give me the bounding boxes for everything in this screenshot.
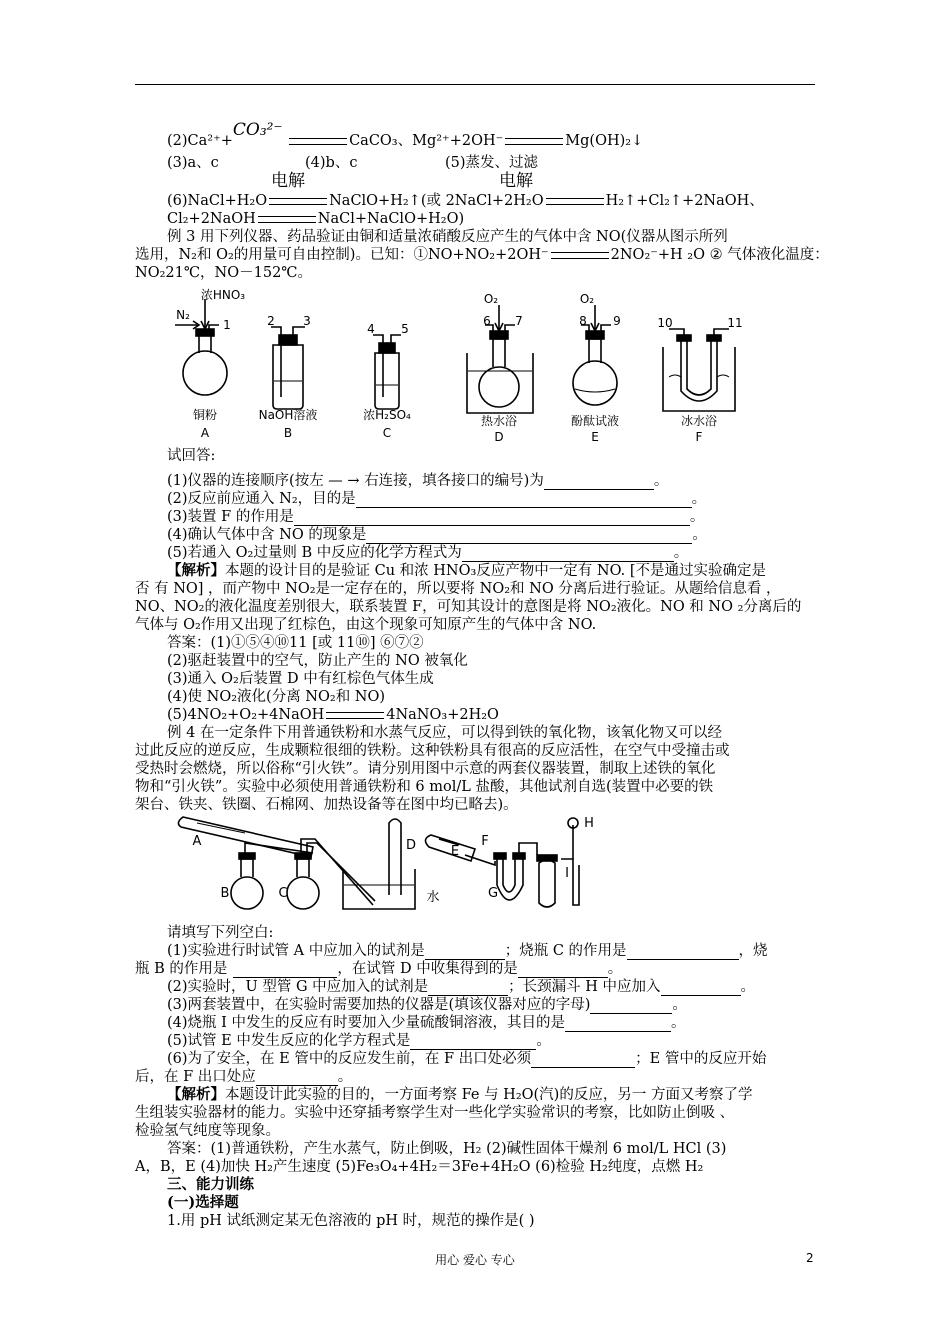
question-line: (2)实验时，U 型管 G 中应加入的试剂是 ；长颈漏斗 H 中应加入 。: [167, 979, 756, 995]
svg-text:E: E: [450, 844, 460, 859]
analysis-line: 否 有 NO] ，而产物中 NO₂是一定存在的，所以要将 NO₂和 NO 分离后进行验证。从题给信息看 ，: [135, 581, 781, 597]
label-o2: O₂: [483, 292, 499, 306]
answer-blank[interactable]: [565, 1016, 671, 1032]
section-heading: 三、能力训练: [167, 1176, 254, 1193]
svg-text:H: H: [584, 816, 594, 831]
svg-text:C: C: [382, 426, 392, 440]
equals-sign: [551, 252, 609, 259]
svg-text:NaOH溶液: NaOH溶液: [258, 408, 318, 422]
answer-blank[interactable]: [428, 980, 508, 996]
question-line: (4)烧瓶 I 中发生的反应有时要加入少量硫酸铜溶液，其目的是 。: [167, 1015, 686, 1031]
svg-text:浓H₂SO₄: 浓H₂SO₄: [363, 408, 411, 422]
analysis-line: 气体与 O₂作用又出现了红棕色，由这个现象可知原产生的气体中含 NO.: [135, 617, 597, 633]
svg-text:3: 3: [303, 314, 311, 328]
svg-text:热水浴: 热水浴: [480, 414, 518, 428]
question-line: 瓶 B 的作用是 ，在试管 D 中收集得到的是 。: [135, 961, 623, 977]
svg-text:5: 5: [401, 322, 409, 336]
question-line: (5)若通入 O₂过量则 B 中反应的化学方程式为 。: [167, 545, 689, 561]
header-rule: [135, 84, 815, 85]
answer-line: (4)使 NO₂液化(分离 NO₂和 NO): [167, 689, 386, 705]
text-line: 受热时会燃烧，所以俗称“引火铁”。请分别用图中示意的两套仪器装置，制取上述铁的氧化: [135, 761, 716, 777]
svg-text:D: D: [494, 430, 504, 444]
equals-sign: [269, 198, 327, 205]
svg-text:水: 水: [426, 890, 440, 905]
label-n2: N₂: [176, 308, 190, 322]
answer-blank[interactable]: [256, 1070, 338, 1086]
answer-line: 答案：(1)①⑤④⑩11 [或 11⑩] ⑥⑦②: [167, 635, 424, 651]
label-o2: O₂: [579, 292, 595, 306]
answer-blank[interactable]: [531, 1052, 635, 1068]
answer-line: (3)通入 O₂后装置 D 中有红棕色气体生成: [167, 671, 434, 687]
apparatus-figure-1: [175, 285, 775, 445]
svg-text:1: 1: [223, 318, 231, 332]
svg-text:11: 11: [727, 316, 743, 330]
analysis-line: 【解析】本题的设计目的是验证 Cu 和浓 HNO₃反应产物中一定有 NO. [不是通过实验确定是: [167, 562, 767, 579]
svg-text:E: E: [591, 430, 599, 444]
answer-blank[interactable]: [627, 944, 739, 960]
analysis-line: NO、NO₂的液化温度差别很大，联系装置 F，可知其设计的意图是将 NO₂液化。NO 和 NO ₂分离后的: [135, 599, 802, 615]
question-line: (3)两套装置中，在实验时需要加热的仪器是(填该仪器对应的字母) 。: [167, 997, 687, 1013]
text-line: (3)a、c (4)b、c (5)蒸发、过滤: [167, 155, 539, 171]
question-line: (4)确认气体中含 NO 的现象是 。: [167, 527, 707, 543]
question-line: (1)实验进行时试管 A 中应加入的试剂是 ；烧瓶 C 的作用是 ，烧: [167, 943, 768, 959]
page-footer: 用心 爱心 专心: [435, 1253, 515, 1267]
answer-blank[interactable]: [410, 1034, 536, 1050]
text-line: 例 4 在一定条件下用普通铁粉和水蒸气反应，可以得到铁的氧化物，该氧化物又可以经: [167, 725, 722, 741]
question-line: (6)为了安全，在 E 管中的反应发生前，在 F 出口处必须 ；E 管中的反应开始: [167, 1051, 767, 1067]
answer-blank[interactable]: [366, 528, 692, 544]
answer-blank[interactable]: [544, 474, 654, 490]
answer-line: A，B，E (4)加快 H₂产生速度 (5)Fe₃O₄+4H₂＝3Fe+4H₂O (6)检验 H₂纯度，点燃 H₂: [135, 1159, 704, 1175]
svg-text:B: B: [220, 886, 230, 901]
text-line: Cl₂+2NaOH NaCl+NaClO+H₂O): [167, 211, 465, 227]
answer-blank[interactable]: [294, 510, 690, 526]
text-line: 物和“引火铁”。实验中必须使用普通铁粉和 6 mol/L 盐酸，其他试剂自选(装置中必要的铁: [135, 779, 714, 795]
answer-blank[interactable]: [590, 998, 672, 1014]
svg-text:A: A: [192, 834, 202, 849]
answer-blank[interactable]: [425, 944, 505, 960]
question-line: 1.用 pH 试纸测定某无色溶液的 pH 时，规范的操作是( ): [167, 1213, 535, 1229]
question-line: (3)装置 F 的作用是 。: [167, 509, 705, 525]
text-line: NO₂21℃，NO－152℃。: [135, 265, 313, 281]
answer-blank[interactable]: [356, 492, 692, 508]
text-line: 选用，N₂和 O₂的用量可自由控制)。已知：①NO+NO₂+2OH⁻ 2NO₂⁻+H ₂O ② 气体液化温度：: [135, 247, 829, 263]
question-line: (1)仪器的连接顺序(按左 — → 右连接，填各接口的编号)为 。: [167, 473, 669, 489]
svg-text:铜粉: 铜粉: [192, 408, 218, 422]
svg-text:9: 9: [613, 314, 621, 328]
text-line: 例 3 用下列仪器、药品验证由铜和适量浓硝酸反应产生的气体中含 NO(仪器从图示所列: [167, 229, 728, 245]
question-line: (2)反应前应通入 N₂，目的是 。: [167, 491, 707, 507]
text-line: 请填写下列空白:: [167, 925, 274, 941]
answer-line: (5)4NO₂+O₂+4NaOH 4NaNO₃+2H₂O: [167, 707, 499, 723]
equals-sign: [289, 138, 347, 145]
svg-text:F: F: [481, 834, 489, 849]
answer-line: (2)驱赶装置中的空气，防止产生的 NO 被氧化: [167, 653, 468, 669]
svg-text:I: I: [565, 866, 569, 881]
answer-line: 答案：(1)普通铁粉，产生水蒸气，防止倒吸，H₂ (2)碱性固体干燥剂 6 mol/L HCl (3): [167, 1141, 727, 1157]
svg-text:D: D: [405, 838, 417, 853]
subsection-heading: (一)选择题: [167, 1194, 239, 1211]
svg-text:B: B: [283, 426, 293, 440]
svg-text:G: G: [487, 886, 499, 901]
question-line: 后，在 F 出口处应 。: [135, 1069, 353, 1085]
svg-text:10: 10: [657, 316, 673, 330]
text-line: 试回答:: [167, 448, 216, 464]
label-hno3: 浓HNO₃: [200, 288, 246, 302]
equals-sign: [326, 712, 384, 719]
svg-text:酚酞试液: 酚酞试液: [570, 414, 620, 428]
svg-text:7: 7: [515, 314, 523, 328]
equals-sign: [546, 198, 604, 205]
svg-text:4: 4: [367, 322, 375, 336]
svg-text:A: A: [200, 426, 210, 440]
equals-sign: [505, 138, 563, 145]
svg-text:冰水浴: 冰水浴: [680, 414, 718, 428]
text-line: (2)Ca²⁺+CO₃²⁻ CaCO₃、Mg²⁺+2OH⁻ Mg(OH)₂↓: [167, 120, 644, 149]
text-line: (6)NaCl+H₂O NaClO+H₂↑(或 2NaCl+2H₂O H₂↑+Cl₂↑+2NaOH、: [167, 193, 764, 209]
apparatus-figure-2: [175, 815, 615, 915]
text-line: 架台、铁夹、铁圈、石棉网、加热设备等在图中均已略去)。: [135, 797, 518, 813]
svg-text:6: 6: [483, 314, 491, 328]
answer-blank[interactable]: [233, 962, 337, 978]
svg-text:2: 2: [267, 314, 275, 328]
svg-text:8: 8: [579, 314, 587, 328]
analysis-line: 【解析】本题设计此实验的目的，一方面考察 Fe 与 H₂O(汽)的反应，另一 方面又考察了学: [167, 1086, 753, 1103]
text-line: 过此反应的逆反应，生成颗粒很细的铁粉。这种铁粉具有很高的反应活性，在空气中受撞击或: [135, 743, 730, 759]
svg-text:C: C: [278, 886, 288, 901]
question-line: (5)试管 E 中发生反应的化学方程式是 。: [167, 1033, 551, 1049]
svg-text:F: F: [695, 430, 703, 444]
answer-blank[interactable]: [462, 546, 674, 562]
equals-sign: [258, 216, 316, 223]
answer-blank[interactable]: [518, 962, 608, 978]
analysis-line: 检验氢气纯度等现象。: [135, 1123, 280, 1139]
answer-blank[interactable]: [661, 980, 741, 996]
analysis-line: 生组装实验器材的能力。实验中还穿插考察学生对一些化学实验常识的考察，比如防止倒吸 、: [135, 1105, 735, 1121]
page-number: 2: [806, 1251, 814, 1265]
